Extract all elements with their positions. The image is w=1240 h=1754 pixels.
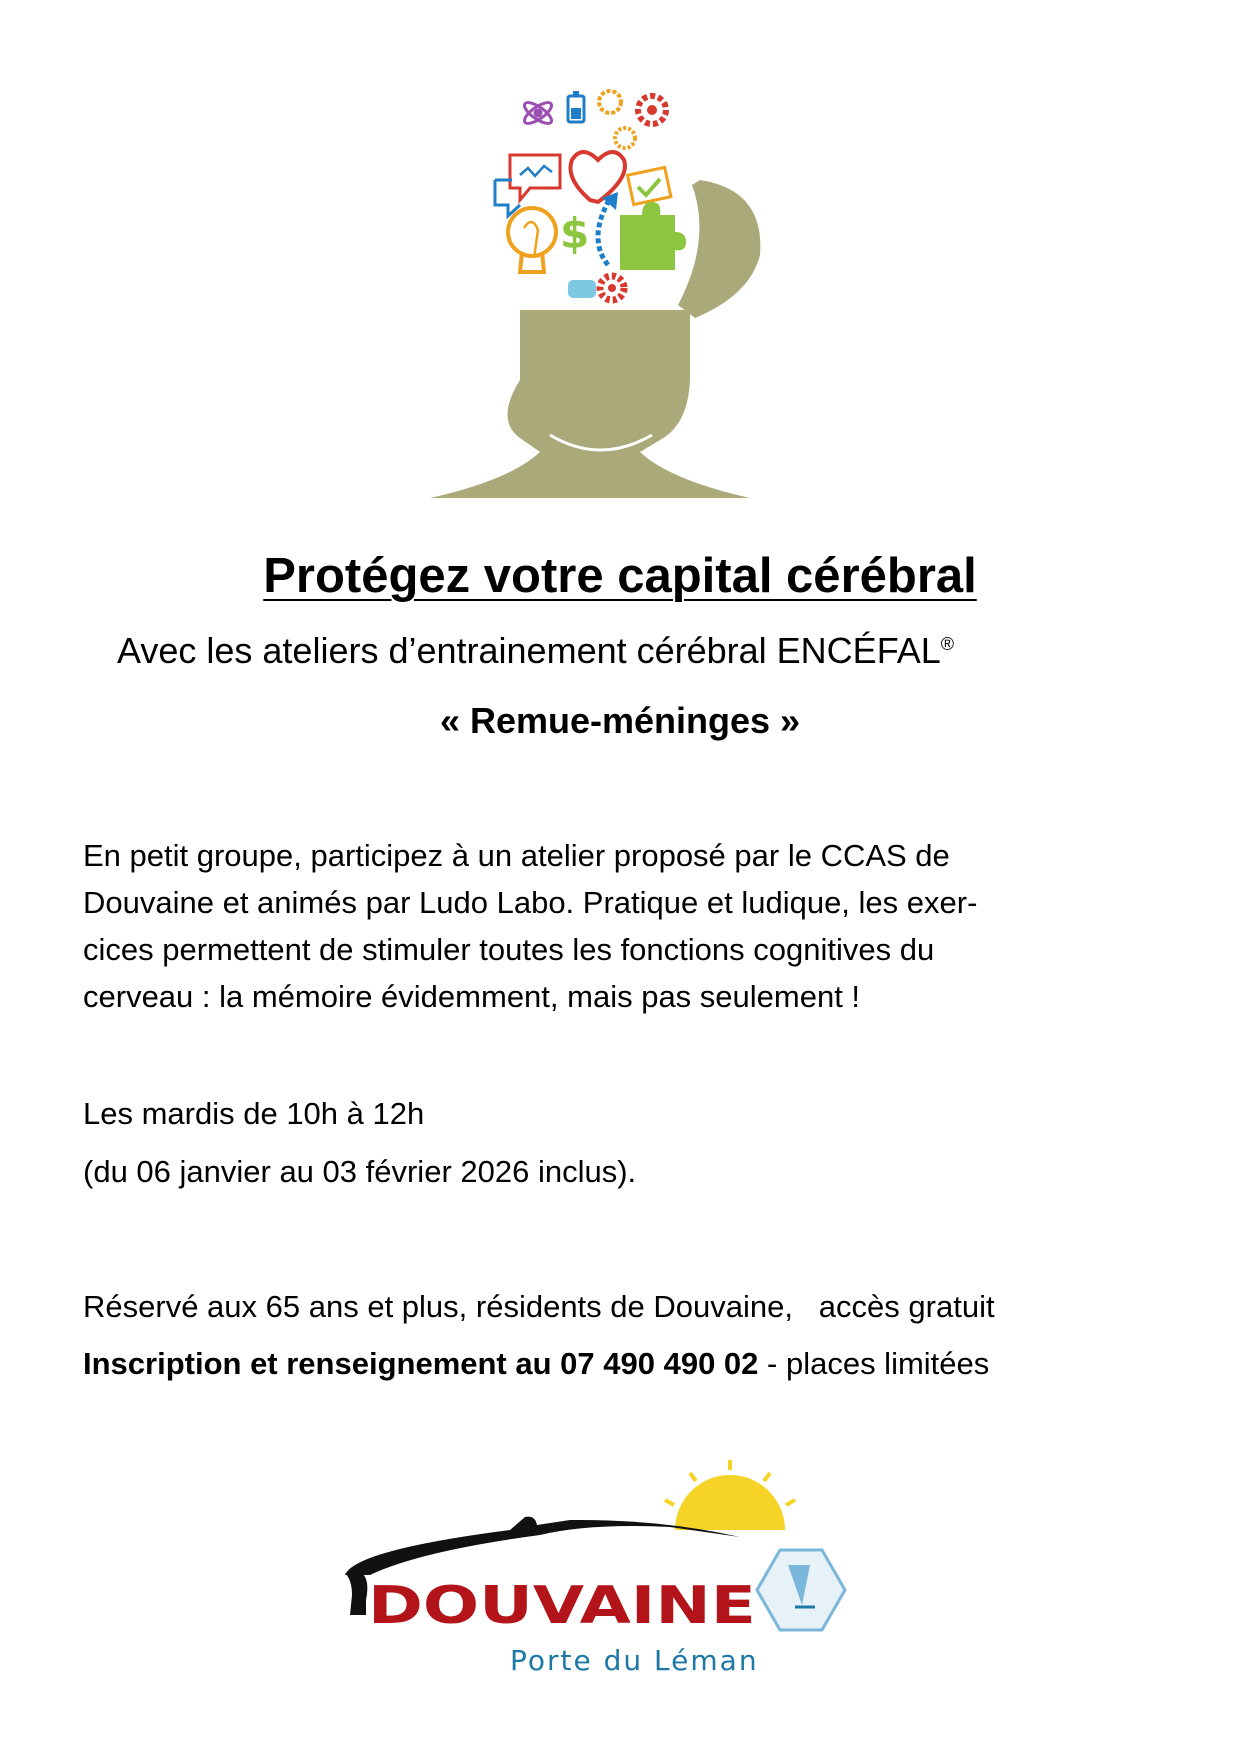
- subtitle: Avec les ateliers d’entrainement cérébral ENCÉFAL®: [117, 630, 954, 671]
- coin-stack-icon: [568, 280, 596, 298]
- dollar-icon: $: [560, 209, 590, 258]
- lightbulb-icon: [508, 208, 556, 272]
- skull-lid: [678, 180, 760, 318]
- logo-tagline: Porte du Léman: [510, 1644, 759, 1677]
- description-line: En petit groupe, participez à un atelier proposé par le CCAS de: [83, 838, 950, 873]
- logo-wordmark: DOUVAINE: [368, 1576, 756, 1636]
- eligibility-text: Réservé aux 65 ans et plus, résidents de Douvaine, accès gratuit: [83, 1289, 995, 1324]
- sailboat-hexagon-icon: [757, 1550, 845, 1630]
- schedule-period: (du 06 janvier au 03 février 2026 inclus).: [83, 1154, 637, 1189]
- arrow-icon: [598, 202, 608, 265]
- battery-icon: [568, 91, 584, 122]
- head-shape: [430, 310, 750, 498]
- calendar-icon: [628, 167, 671, 204]
- workshop-name: « Remue-méninges »: [439, 700, 801, 741]
- cog-icon: [638, 96, 666, 124]
- description-line: cerveau : la mémoire évidemment, mais pas seulement !: [83, 979, 861, 1014]
- description-line: cices permettent de stimuler toutes les fonctions cognitives du: [83, 932, 935, 967]
- atom-icon: [521, 99, 554, 127]
- flower-icon: [600, 276, 624, 300]
- schedule-days: Les mardis de 10h à 12h: [83, 1096, 425, 1131]
- registration-text: [83, 1340, 989, 1387]
- small-gear-icon: [615, 128, 635, 148]
- douvaine-logo: [340, 1455, 880, 1680]
- registered-mark: ®: [940, 634, 954, 654]
- headline: Protégez votre capital cérébral: [263, 549, 977, 603]
- description-line: Douvaine et animés par Ludo Labo. Pratique et ludique, les exer-: [83, 885, 978, 920]
- gear-icon: [599, 91, 621, 113]
- puzzle-icon: [620, 202, 686, 270]
- description-paragraph: [83, 832, 977, 1020]
- sun-icon: [665, 1460, 795, 1530]
- open-head-illustration: [420, 80, 820, 500]
- registration-note: - places limitées: [758, 1346, 990, 1381]
- registration-phone: Inscription et renseignement au 07 490 490 02: [83, 1346, 759, 1381]
